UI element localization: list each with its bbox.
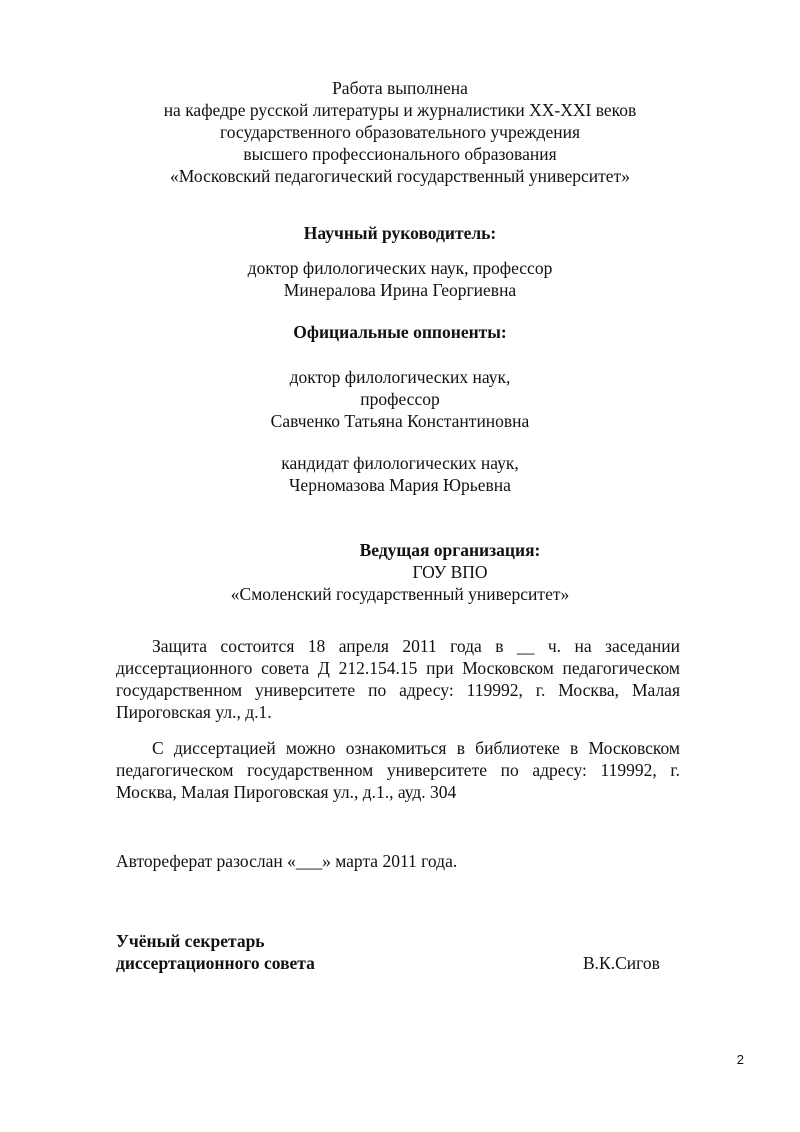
secretary-title-line2: диссертационного совета [116, 953, 315, 973]
defense-paragraph: Защита состоится 18 апреля 2011 года в __ ч. на заседании диссертационного совета Д 212.154.15 при Московском педагогическом государственном университете по адресу: 119992, г. Москва, Малая Пироговская ул., д.1. [116, 636, 680, 722]
organization-line: «Смоленский государственный университет» [230, 584, 570, 604]
opponents-heading: Официальные оппоненты: [293, 322, 507, 342]
organization-block [50, 539, 800, 583]
organization-line: ГОУ ВПО [412, 562, 488, 582]
library-paragraph: С диссертацией можно ознакомиться в библиотеке в Московском педагогическом государственном университете по адресу: 119992, г. Москва, Малая Пироговская ул., д.1., ауд. 304 [116, 738, 680, 802]
supervisor-heading: Научный руководитель: [303, 223, 497, 243]
supervisor-block [0, 257, 800, 301]
header-line: государственного образовательного учреждения [219, 122, 581, 142]
supervisor-heading-block [0, 222, 800, 244]
opponent-first-block [0, 366, 800, 432]
secretary-name: В.К.Сигов [583, 953, 660, 973]
opponent-line: профессор [360, 389, 440, 409]
supervisor-line: Минералова Ирина Георгиевна [283, 280, 517, 300]
opponent-line: доктор филологических наук, [289, 367, 511, 387]
opponent-line: Савченко Татьяна Константиновна [270, 411, 530, 431]
header-block [0, 77, 800, 187]
dispatch-line: Автореферат разослан «___» марта 2011 года. [116, 851, 458, 871]
secretary-title-line1: Учёный секретарь [116, 931, 265, 951]
header-line: Работа выполнена [332, 78, 468, 98]
header-line: на кафедре русской литературы и журналистики XX-XXI веков [163, 100, 637, 120]
opponents-heading-block [0, 321, 800, 343]
header-line: «Московский педагогический государственный университет» [170, 166, 630, 186]
organization-name-block [0, 583, 800, 605]
opponent-line: Черномазова Мария Юрьевна [289, 475, 511, 495]
supervisor-line: доктор филологических наук, профессор [247, 258, 553, 278]
organization-heading: Ведущая организация: [359, 540, 541, 560]
page-number: 2 [736, 1052, 744, 1067]
header-line: высшего профессионального образования [243, 144, 557, 164]
opponent-second-block [0, 452, 800, 496]
opponent-line: кандидат филологических наук, [281, 453, 519, 473]
